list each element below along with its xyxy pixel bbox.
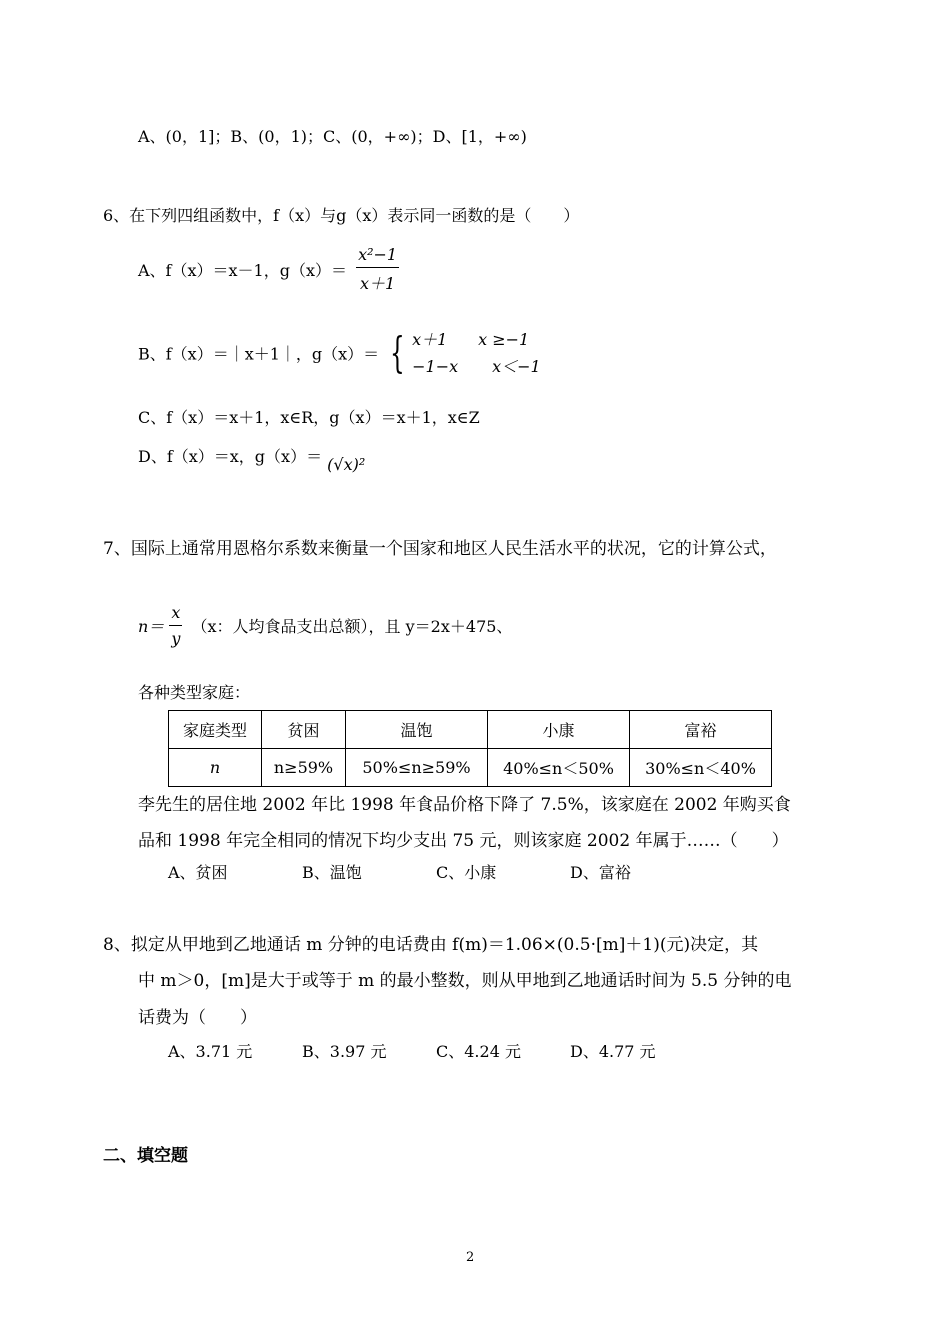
table-row — [169, 711, 772, 749]
q7-formula-lhs: n＝ — [138, 617, 165, 636]
q7-option-c: C、小康 — [436, 863, 497, 882]
table-header-cell: 小康 — [488, 711, 630, 749]
q8-option-c: C、4.24 元 — [436, 1042, 521, 1061]
q8-option-b: B、3.97 元 — [302, 1042, 387, 1061]
q7-body-line1: 李先生的居住地 2002 年比 1998 年食品价格下降了 7.5%，该家庭在 2002 年购买食 — [138, 795, 791, 815]
q7-formula-numerator: x — [169, 603, 182, 626]
q6-b-case1-cond: x ≥−1 — [478, 330, 530, 349]
q6-option-d — [138, 444, 366, 474]
q7-option-d: D、富裕 — [570, 863, 631, 882]
table-header-cell: 贫困 — [262, 711, 346, 749]
table-header-cell: 家庭类型 — [169, 711, 262, 749]
q6-a-fraction — [356, 245, 399, 294]
q8-line3: 话费为（ ） — [138, 1008, 257, 1028]
q6-b-piecewise — [412, 326, 541, 380]
table-cell: 40%≤n＜50% — [488, 749, 630, 787]
q6-option-b — [138, 326, 541, 380]
table-cell: n — [169, 749, 262, 787]
q7-body-line2: 品和 1998 年完全相同的情况下均少支出 75 元，则该家庭 2002 年属于……（ ） — [138, 831, 789, 851]
table-cell: 50%≤n≥59% — [346, 749, 488, 787]
q8-option-d: D、4.77 元 — [570, 1042, 656, 1061]
q8-option-a: A、3.71 元 — [168, 1042, 253, 1061]
q7-stem: 7、国际上通常用恩格尔系数来衡量一个国家和地区人民生活水平的状况，它的计算公式， — [103, 539, 777, 559]
q6-d-expression: (√x)² — [327, 455, 366, 474]
q7-types-intro: 各种类型家庭： — [138, 683, 251, 702]
q7-formula — [138, 603, 512, 648]
q6-a-denominator: x＋1 — [359, 274, 396, 293]
q6-a-prefix: A、f（x）＝x－1，g（x）＝ — [138, 261, 347, 280]
left-brace-icon: { — [390, 328, 406, 377]
q7-formula-fraction — [169, 603, 182, 648]
page-number: 2 — [466, 1250, 475, 1265]
section-title: 二、填空题 — [103, 1146, 188, 1166]
table-cell: 30%≤n＜40% — [630, 749, 772, 787]
q6-b-prefix: B、f（x）＝｜x＋1｜，g（x）＝ — [138, 344, 380, 364]
q7-option-b: B、温饱 — [302, 863, 362, 882]
q6-stem: 6、在下列四组函数中，f（x）与g（x）表示同一函数的是（ ） — [103, 206, 580, 225]
table-row — [169, 749, 772, 787]
q5-options: A、(0，1]；B、(0，1)；C、(0，+∞)；D、[1，+∞) — [138, 127, 527, 146]
table-cell: n≥59% — [262, 749, 346, 787]
table-header-cell: 温饱 — [346, 711, 488, 749]
q8-line2: 中 m＞0，[m]是大于或等于 m 的最小整数，则从甲地到乙地通话时间为 5.5 分钟的电 — [138, 971, 792, 991]
q6-a-numerator: x²−1 — [356, 245, 399, 268]
q6-b-case1-expr: x＋1 — [412, 330, 448, 349]
family-type-table — [168, 710, 772, 787]
q6-d-prefix: D、f（x）＝x，g（x）＝ — [138, 447, 323, 466]
q6-option-a — [138, 245, 403, 294]
table-header-cell: 富裕 — [630, 711, 772, 749]
q7-formula-denominator: y — [171, 629, 181, 648]
q6-b-case2-cond: x＜−1 — [492, 357, 541, 376]
q6-b-case2-expr: −1−x — [412, 357, 459, 376]
q7-option-a: A、贫困 — [168, 863, 228, 882]
q8-line1: 8、拟定从甲地到乙地通话 m 分钟的电话费由 f(m)＝1.06×(0.5·[m]＋1)(元)决定，其 — [103, 935, 759, 955]
q6-option-c: C、f（x）＝x＋1，x∈R，g（x）＝x＋1，x∈Z — [138, 408, 480, 427]
q7-formula-rest: （x：人均食品支出总额），且 y＝2x＋475、 — [191, 617, 513, 636]
